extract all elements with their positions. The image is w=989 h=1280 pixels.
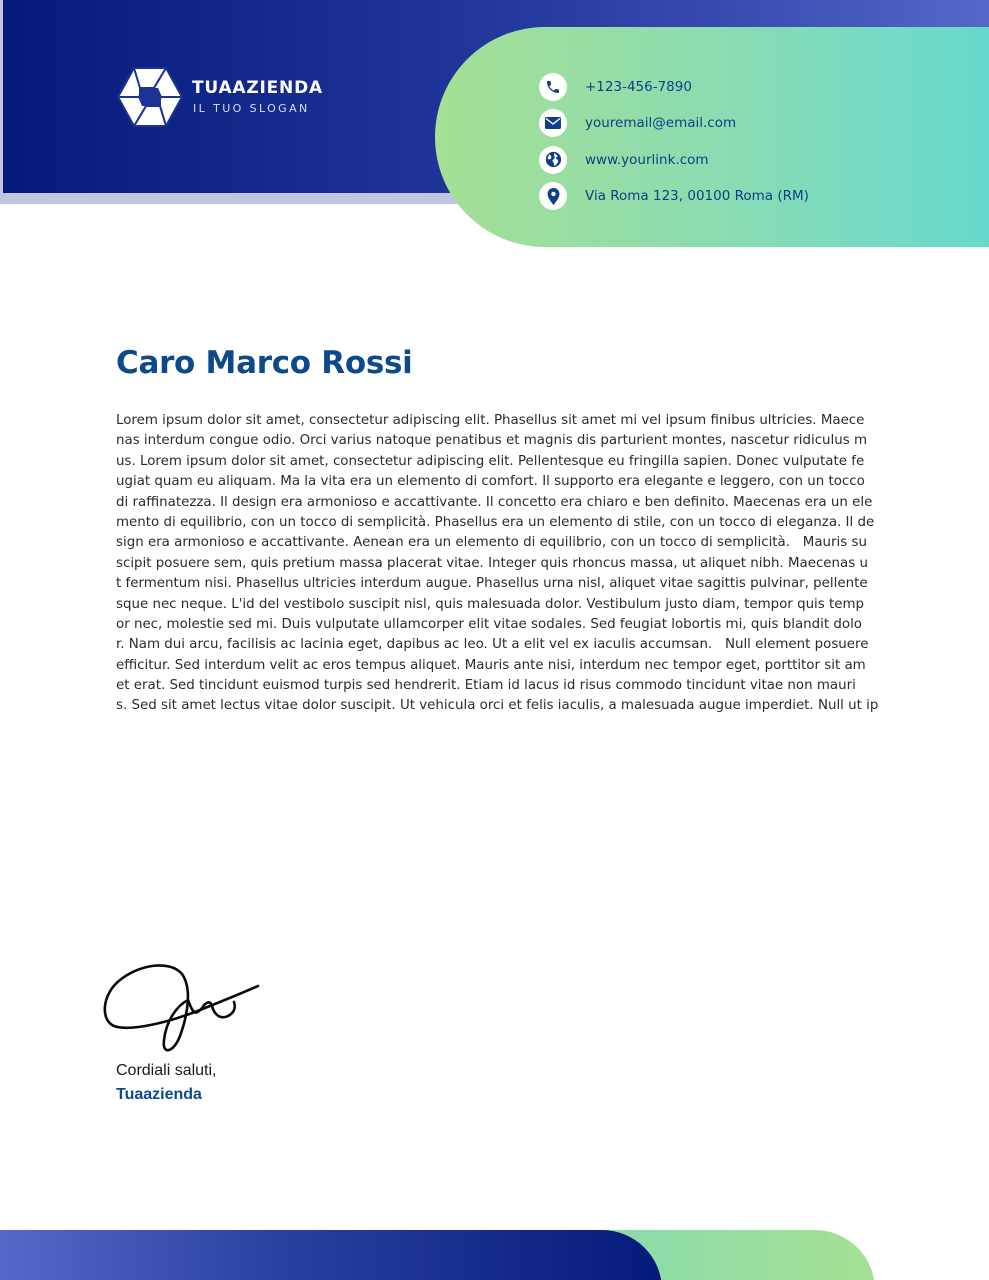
body-line: or nec, molestie sed mi. Duis vulputate ullamcorper elit vitae sodales. Sed feugiat lobortis mi, quis blandit dolo	[116, 616, 862, 632]
body-line: et erat. Sed tincidunt euismod turpis sed hendrerit. Etiam id lacus id risus commodo tincidunt vitae non mauri	[116, 678, 856, 694]
body-line: Lorem ipsum dolor sit amet, consectetur adipiscing elit. Phasellus sit amet mi vel ipsum finibus ultricies. Maece	[116, 413, 865, 428]
map-pin-icon	[539, 182, 567, 210]
signoff-company-name: Tuaazienda	[116, 1086, 202, 1103]
phone-icon	[539, 73, 567, 101]
contact-list	[539, 69, 809, 214]
contact-phone	[539, 69, 809, 105]
body-line: di raffinatezza. Il design era armonioso e accattivante. Il concetto era chiaro e ben definito. Maecenas era un ele	[116, 494, 873, 510]
body-line: s. Sed sit amet lectus vitae dolor suscipit. Ut vehicula orci et felis iaculis, a malesuada augue imperdiet. Null ut ip	[116, 698, 878, 714]
brand-name: TUAAZIENDA	[192, 78, 323, 98]
body-line: mento di equilibrio, con un tocco di semplicità. Phasellus era un elemento di stile, con un tocco di eleganza. Il de	[116, 514, 875, 530]
contact-website	[539, 142, 809, 178]
contact-email	[539, 105, 809, 141]
body-line: r. Nam dui arcu, facilisis ac lacinia eget, dapibus ac leo. Ut a elit vel ex iaculis accumsan. Null element posuere	[116, 637, 869, 653]
handwritten-signature-icon	[100, 958, 265, 1058]
contact-address	[539, 178, 809, 214]
letter-body	[116, 411, 878, 717]
header-edge-accent	[0, 0, 3, 195]
body-line: efficitur. Sed interdum velit ac eros tempus aliquet. Mauris ante nisi, interdum nec tempor eget, porttitor sit am	[116, 657, 866, 673]
body-line: ugiat quam eu aliquam. Ma la vita era un elemento di comfort. Il supporto era elegante e leggero, con un tocco	[116, 474, 865, 490]
letter-greeting: Caro Marco Rossi	[116, 345, 413, 381]
closing-phrase: Cordiali saluti,	[116, 1062, 217, 1079]
body-line: sign era armonioso e accattivante. Aenean era un elemento di equilibrio, con un tocco di semplicità. Mauris su	[116, 535, 867, 551]
email-address[interactable]: youremail@email.com	[585, 115, 737, 132]
phone-number[interactable]: +123-456-7890	[585, 79, 692, 96]
aperture-hexagon-icon	[116, 66, 184, 128]
body-line: sque nec neque. L'id del vestibolo suscipit nisl, quis malesuada dolor. Vestibulum justo diam, tempor quis temp	[116, 596, 865, 612]
body-line: scipit posuere sem, quis pretium massa placerat vitae. Integer quis rhoncus massa, ut aliquet nibh. Maecenas u	[116, 555, 868, 571]
website-link[interactable]: www.yourlink.com	[585, 151, 709, 168]
postal-address: Via Roma 123, 00100 Roma (RM)	[585, 188, 809, 205]
body-line: nas interdum congue odio. Orci varius natoque penatibus et magnis dis parturient montes, nascetur ridiculus m	[116, 433, 868, 449]
body-line: us. Lorem ipsum dolor sit amet, consectetur adipiscing elit. Pellentesque eu fringilla sapien. Donec vulputate fe	[116, 453, 865, 469]
envelope-icon	[539, 109, 567, 137]
header-underline	[0, 193, 520, 204]
footer-accent-blue	[0, 1230, 662, 1280]
globe-icon	[539, 146, 567, 174]
brand-slogan: IL TUO SLOGAN	[193, 102, 310, 115]
body-line: t fermentum nisi. Phasellus ultricies interdum augue. Phasellus urna nisl, aliquet vitae sagittis pulvinar, pellente	[116, 576, 868, 592]
